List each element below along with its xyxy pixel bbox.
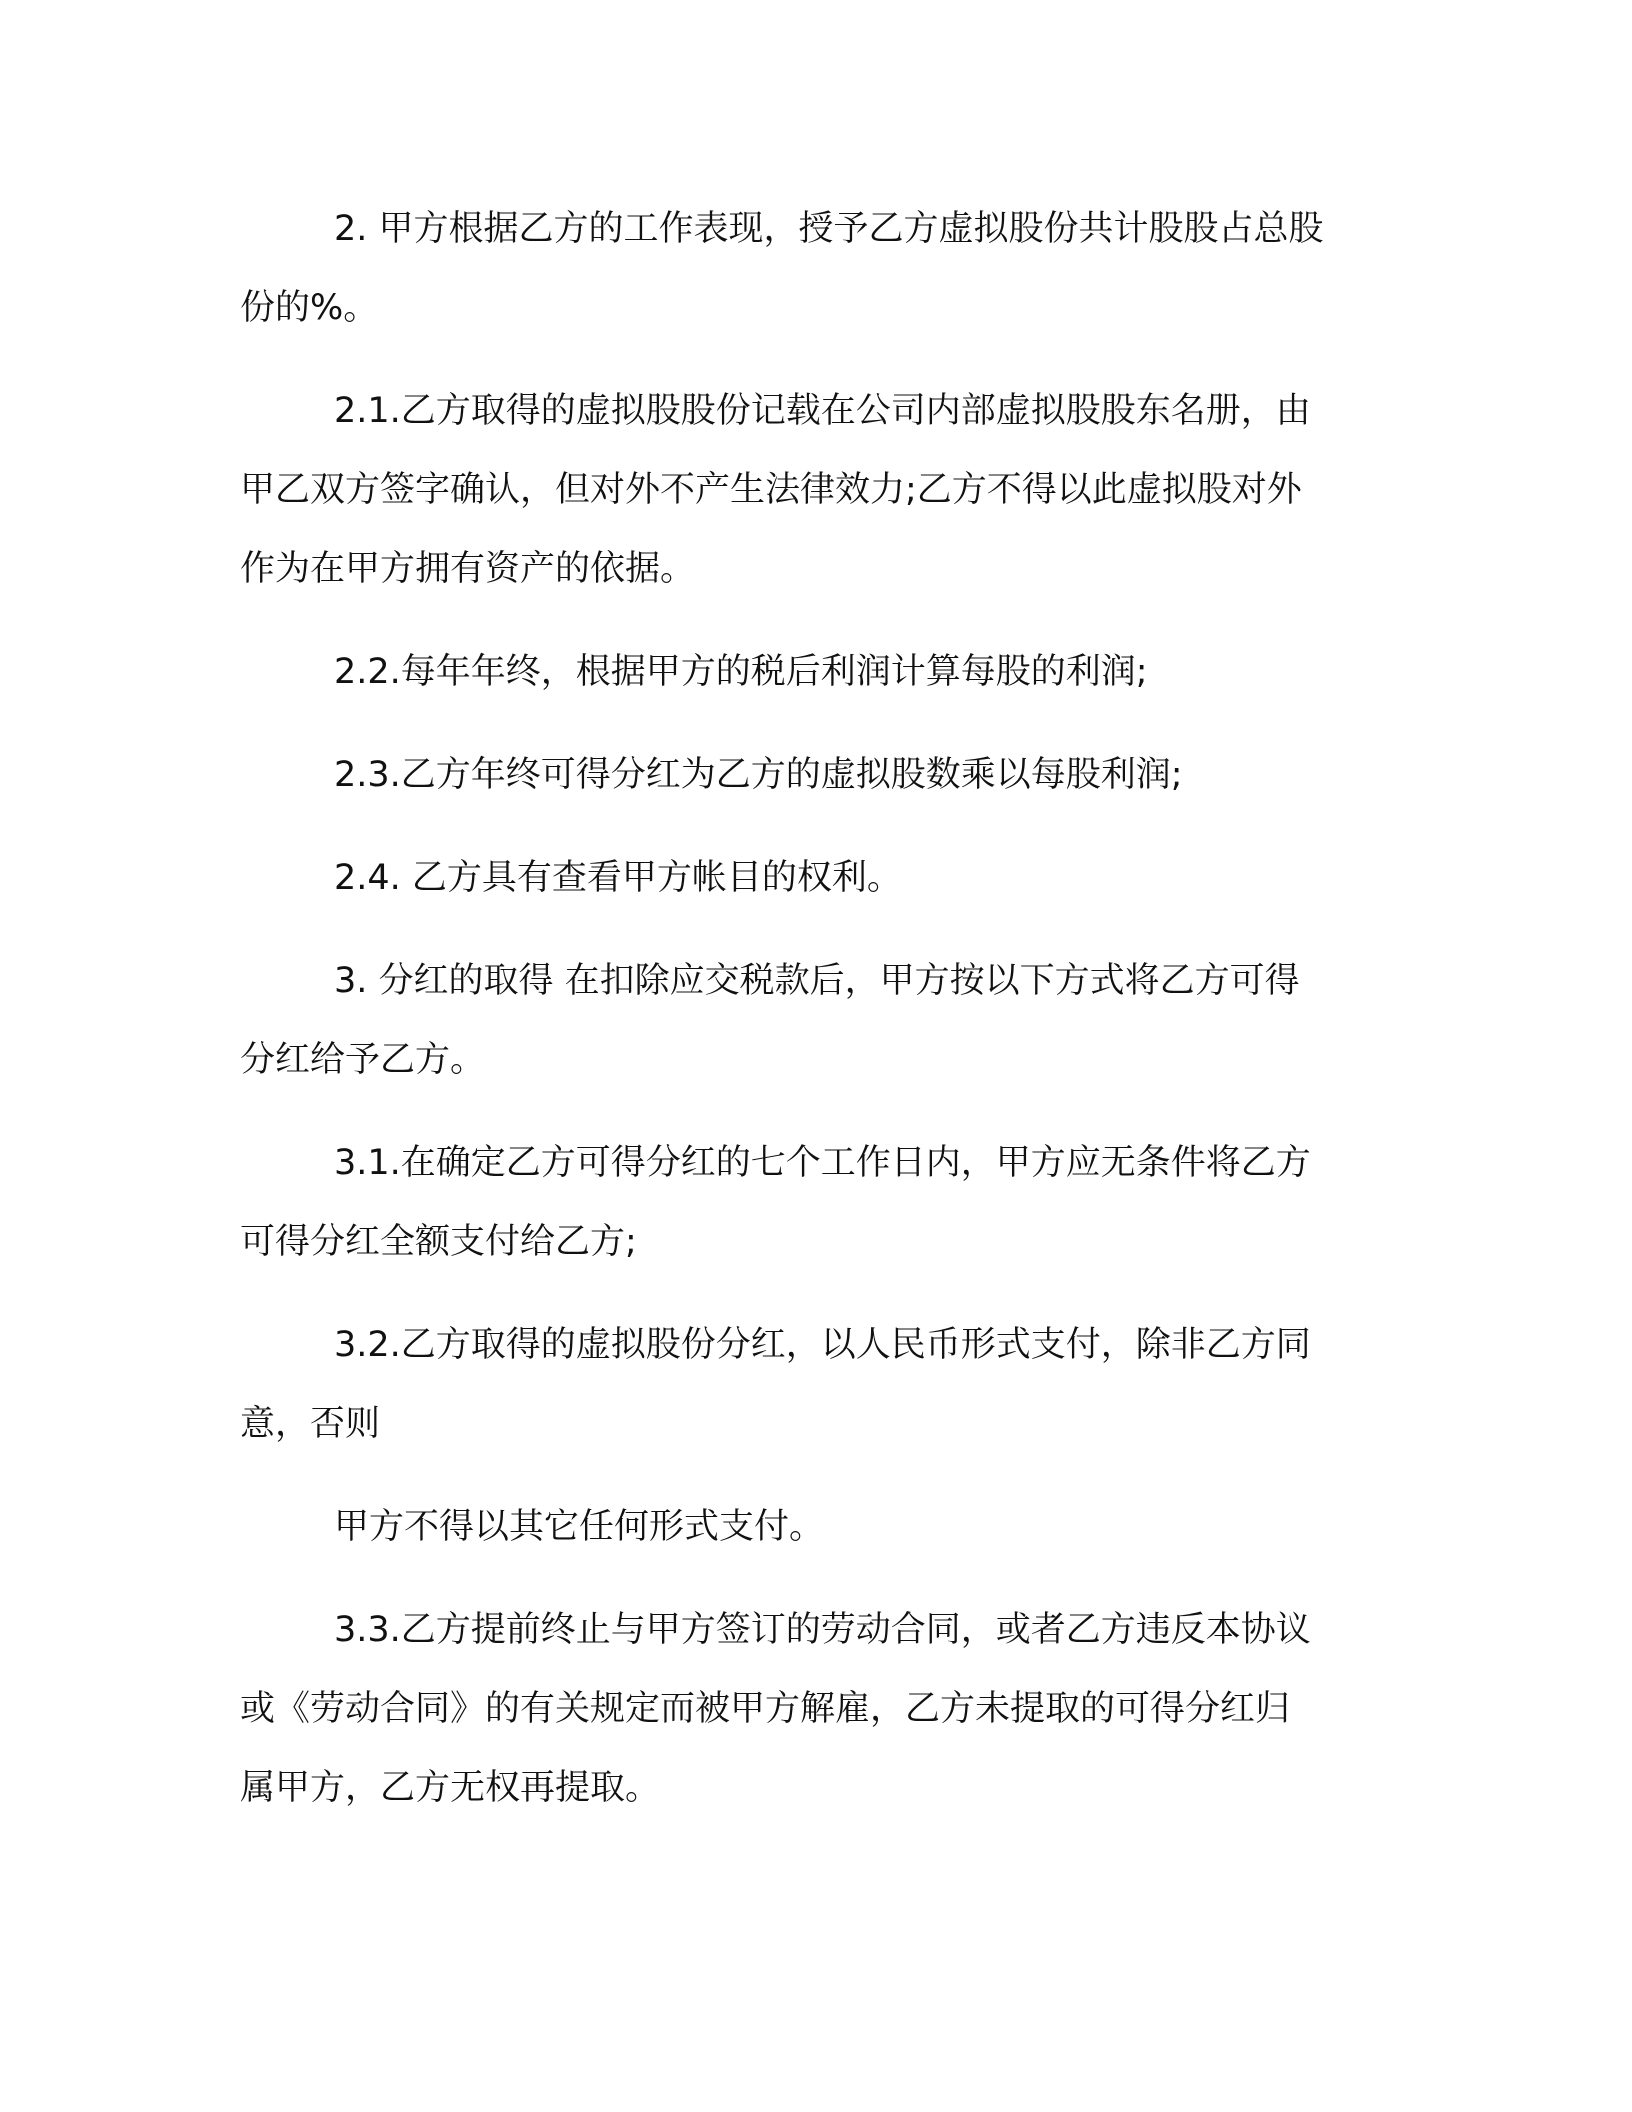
clause-2-2 [240, 633, 1390, 712]
clause-2-4 [240, 839, 1390, 918]
clause-3-3 [240, 1591, 1390, 1828]
clause-3-2-continuation [240, 1488, 1390, 1567]
clause-3-line-2: 分红给予乙方。 [240, 1040, 486, 1080]
clause-3-3-line-2: 或《劳动合同》的有关规定而被甲方解雇，乙方未提取的可得分红归 [240, 1689, 1291, 1729]
document-body [240, 190, 1390, 1852]
clause-3-1-line-1: 3.1.在确定乙方可得分红的七个工作日内，甲方应无条件将乙方 [334, 1143, 1311, 1183]
clause-2 [240, 190, 1390, 348]
clause-2-4-line-1: 2.4. 乙方具有查看甲方帐目的权利。 [334, 858, 902, 898]
clause-3-3-line-3: 属甲方，乙方无权再提取。 [240, 1768, 661, 1808]
clause-2-2-line-1: 2.2.每年年终，根据甲方的税后利润计算每股的利润; [334, 652, 1148, 692]
clause-2-line-2: 份的%。 [240, 288, 379, 328]
clause-3-1 [240, 1124, 1390, 1282]
clause-2-3 [240, 736, 1390, 815]
clause-3-2-continuation-line-1: 甲方不得以其它任何形式支付。 [334, 1507, 825, 1547]
clause-2-1 [240, 372, 1390, 609]
clause-3-line-1: 3. 分红的取得 在扣除应交税款后，甲方按以下方式将乙方可得 [334, 961, 1300, 1001]
clause-3-2-line-2: 意，否则 [240, 1404, 381, 1444]
clause-3-2-line-1: 3.2.乙方取得的虚拟股份分红，以人民币形式支付，除非乙方同 [334, 1325, 1311, 1365]
clause-2-1-line-3: 作为在甲方拥有资产的依据。 [240, 549, 696, 589]
clause-2-1-line-1: 2.1.乙方取得的虚拟股股份记载在公司内部虚拟股股东名册，由 [334, 391, 1311, 431]
clause-2-1-line-2: 甲乙双方签字确认，但对外不产生法律效力;乙方不得以此虚拟股对外 [240, 470, 1302, 510]
clause-3-1-line-2: 可得分红全额支付给乙方; [240, 1222, 637, 1262]
clause-3-2 [240, 1306, 1390, 1464]
clause-2-line-1: 2. 甲方根据乙方的工作表现，授予乙方虚拟股份共计股股占总股 [334, 209, 1324, 249]
clause-3-3-line-1: 3.3.乙方提前终止与甲方签订的劳动合同，或者乙方违反本协议 [334, 1610, 1311, 1650]
clause-2-3-line-1: 2.3.乙方年终可得分红为乙方的虚拟股数乘以每股利润; [334, 755, 1183, 795]
clause-3 [240, 942, 1390, 1100]
